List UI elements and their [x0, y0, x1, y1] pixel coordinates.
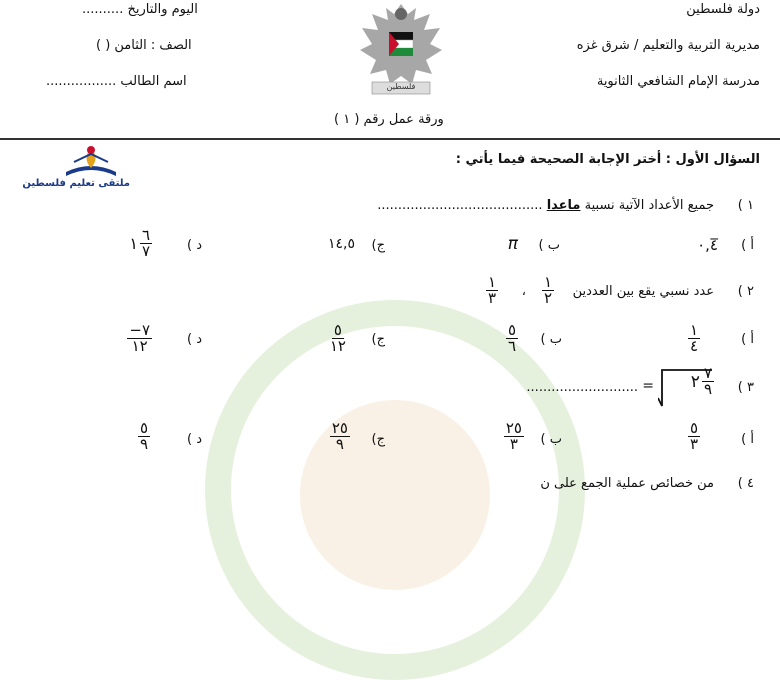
q3-opt-d-num: ٥: [139, 419, 148, 437]
q3-opt-b-num: ٢٥: [505, 419, 522, 437]
q2-opt-d: [127, 320, 152, 354]
q2-opt-b-num: ٥: [507, 321, 516, 339]
q1-opt-d-label: د ): [187, 238, 202, 253]
q3-opt-a-label: أ ): [741, 432, 754, 447]
site-logo-text: ملتقى تعليم فلسطين: [22, 178, 130, 189]
q1-opt-a-label: أ ): [741, 238, 754, 253]
q3-opt-d: [138, 418, 150, 452]
q3-opt-d-den: ٩: [139, 435, 148, 453]
q3-number: ٣ ): [737, 380, 754, 395]
q1-number: ١ ): [737, 198, 754, 213]
q1-opt-d-den: ٧: [141, 242, 150, 260]
q3-opt-a: [688, 418, 700, 452]
q3-opt-b-label: ب ): [540, 432, 562, 447]
directorate-name: مديرية التربية والتعليم / شرق غزه: [576, 38, 760, 53]
q1-text-emph: ماعدا: [546, 198, 581, 213]
q2-opt-d-label: د ): [187, 332, 202, 347]
q2-opt-c: [328, 320, 348, 354]
date-label: اليوم والتاريخ ..........: [82, 2, 198, 17]
emblem-caption: فلسطين: [386, 82, 416, 91]
q3-opt-c-label: ج): [371, 432, 385, 447]
watermark-center: [300, 400, 490, 590]
q2-opt-a-num: ١: [689, 321, 698, 339]
q2-opt-c-den: ١٢: [329, 337, 346, 355]
q1-opt-b: π: [507, 234, 518, 254]
country-name: دولة فلسطين: [686, 2, 760, 17]
q1-opt-d-num: ٦: [141, 226, 150, 244]
q1-opt-c-label: ج): [371, 238, 385, 253]
eagle-emblem-icon: [358, 0, 444, 100]
question1-title: السؤال الأول : أختر الإجابة الصحيحة فيما يأتي :: [455, 152, 760, 167]
q3-root-whole: ٢: [690, 371, 700, 392]
q2-opt-c-num: ٥: [333, 321, 342, 339]
class-label: الصف : الثامن ( ): [96, 38, 192, 53]
q3-opt-b: [504, 418, 524, 452]
q3-opt-c-den: ٩: [335, 435, 344, 453]
q1-opt-d-whole: ١: [129, 234, 138, 253]
q3-opt-a-num: ٥: [689, 419, 698, 437]
q2-opt-a-den: ٤: [689, 337, 698, 355]
q2-frac1: [542, 272, 554, 306]
q3-opt-b-den: ٣: [509, 435, 518, 453]
header-divider: [0, 138, 780, 140]
q2-frac1-num: ١: [543, 273, 552, 291]
student-name-label: اسم الطالب .................: [46, 74, 187, 89]
q2-opt-b: [506, 320, 518, 354]
q3-equals: =: [642, 378, 654, 394]
q3-opt-a-den: ٣: [689, 435, 698, 453]
q2-opt-d-num: ٧−: [129, 321, 150, 339]
q2-opt-a: [688, 320, 700, 354]
q3-root-num: ٧: [703, 364, 712, 382]
q4-number: ٤ ): [737, 476, 754, 491]
q1-text-after: ........................................: [377, 198, 543, 213]
q2-opt-b-den: ٦: [507, 337, 516, 355]
q1-opt-b-label: ب ): [538, 238, 560, 253]
q3-answer-dots: ...........................: [526, 380, 638, 395]
q3-root-den: ٩: [703, 380, 712, 398]
q4-text: من خصائص عملية الجمع على ن: [540, 476, 714, 491]
radical-sign-icon: [658, 364, 714, 408]
q1-opt-c: ١٤,٥: [327, 236, 355, 252]
q2-text: عدد نسبي يقع بين العددين: [572, 284, 714, 299]
q3-opt-c: [330, 418, 350, 452]
q2-opt-b-label: ب ): [540, 332, 562, 347]
q1-opt-d-fraction: [140, 228, 152, 259]
q1-text-before: جميع الأعداد الآتية نسبية: [584, 198, 714, 213]
q3-opt-d-label: د ): [187, 432, 202, 447]
q3-opt-c-num: ٢٥: [331, 419, 348, 437]
site-logo: [22, 142, 130, 194]
q1-text: [377, 198, 714, 213]
q2-frac2-num: ١: [487, 273, 496, 291]
q2-number: ٢ ): [737, 284, 754, 299]
q2-separator: ،: [521, 284, 526, 299]
school-name: مدرسة الإمام الشافعي الثانوية: [596, 74, 760, 89]
q2-opt-a-label: أ ): [741, 332, 754, 347]
q2-opt-c-label: ج): [371, 332, 385, 347]
q1-opt-a: ٠,٤̅: [697, 236, 718, 254]
q1-opt-d: [129, 228, 152, 259]
q2-frac2: [486, 272, 498, 306]
q2-opt-d-den: ١٢: [131, 337, 148, 355]
worksheet-title: ورقة عمل رقم ( ١ ): [334, 112, 444, 127]
q2-frac2-den: ٣: [487, 289, 496, 307]
q2-frac1-den: ٢: [543, 289, 552, 307]
